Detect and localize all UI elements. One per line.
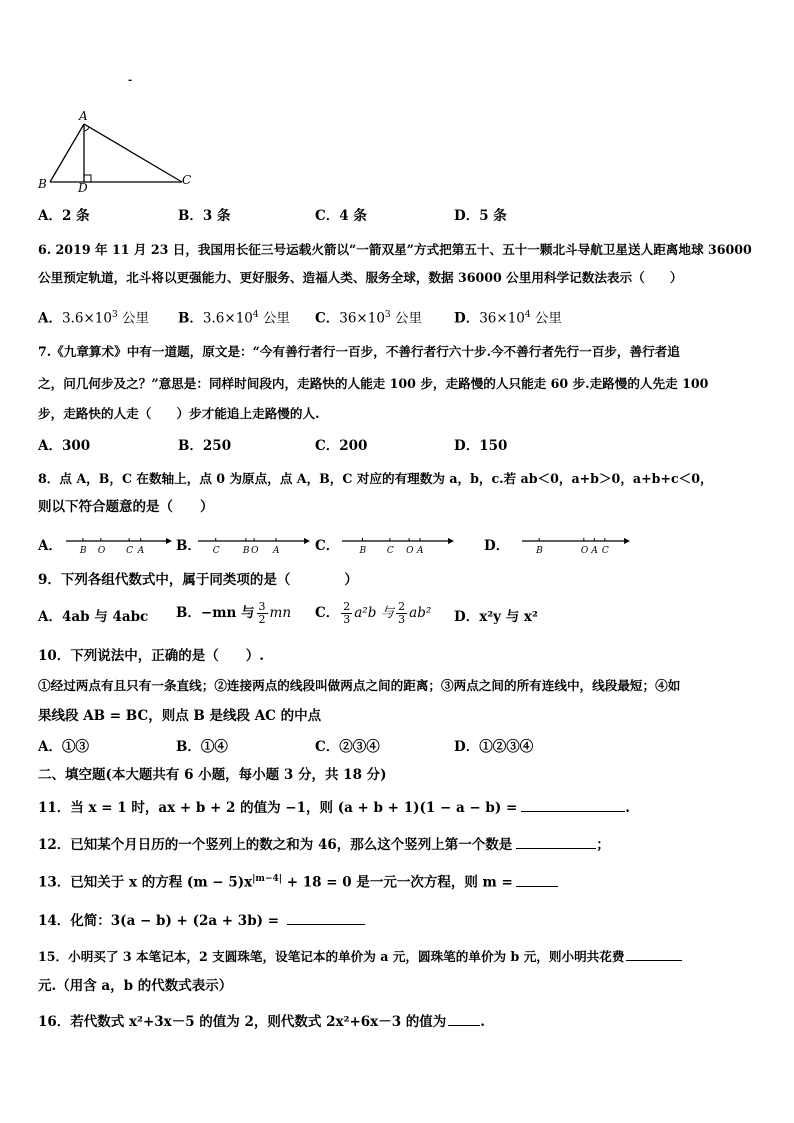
number-line-point-label: B xyxy=(536,546,543,556)
q16: 16．若代数式 x²+3x－5 的值为 2，则代数式 2x²+6x－3 的值为 . xyxy=(38,1011,485,1031)
q7-line2: 之，问几何步及之？”意思是：同样时间段内，走路快的人能走 100 步，走路慢的人只能走 60 步.走路慢的人先走 100 xyxy=(38,376,709,391)
q8-number-line-d xyxy=(520,534,632,558)
q10-line2: 果线段 AB = BC，则点 B 是线段 AC 的中点 xyxy=(38,708,322,724)
number-line-point-label: O xyxy=(406,546,414,556)
q8-number-line-c xyxy=(340,534,456,558)
q13: 13．已知关于 x 的方程 $(m - 5)x^{|m-4|} + 18 = 0$ 是一元一次方程，则 m = xyxy=(38,870,558,892)
q10-option-a: A．①③ xyxy=(38,739,89,755)
q6-line1: 6. 2019 年 11 月 23 日，我国用长征三号运载火箭以“一箭双星”方式把第五十、五十一颗北斗导航卫星送人距离地球 36000 xyxy=(38,242,752,257)
q15-line1: 15．小明买了 3 本笔记本，2 支圆珠笔，设笔记本的单价为 a 元，圆珠笔的单价为 b 元，则小明共花费 xyxy=(38,946,682,966)
q15-answer-blank[interactable] xyxy=(626,946,682,961)
q9-option-a: A．4ab 与 4abc xyxy=(38,609,149,625)
number-line-point-label: C xyxy=(601,546,609,556)
number-line-point-label: C xyxy=(126,546,134,556)
q10-line1: ①经过两点有且只有一条直线；②连接两点的线段叫做两点之间的距离；③两点之间的所有连线中，线段最短；④如 xyxy=(38,678,681,693)
q7-line3: 步，走路快的人走（ ）步才能追上走路慢的人. xyxy=(38,406,320,421)
q8-line1: 8．点 A，B，C 在数轴上，点 0 为原点，点 A，B，C 对应的有理数为 a，b，c.若 ab＜0，a+b＞0，a+b+c＜0， xyxy=(38,471,713,486)
q5-option-a: A．2 条 xyxy=(38,208,90,224)
number-line-point-label: A xyxy=(273,546,280,556)
q10-option-d: D．①②③④ xyxy=(454,739,534,755)
q6-option-a: A．$3.6\times 10^3$ 公里 xyxy=(38,310,149,327)
arrow-right-icon xyxy=(166,538,172,544)
vertex-label-b: B xyxy=(38,177,47,191)
q7-option-d: D．150 xyxy=(454,438,508,454)
q12-answer-blank[interactable] xyxy=(516,834,596,849)
q12: 12．已知某个月日历的一个竖列上的数之和为 46，那么这个竖列上第一个数是 ； xyxy=(38,834,610,854)
number-line-point-label: B xyxy=(79,546,87,556)
arrow-right-icon xyxy=(624,538,630,544)
q5-option-b: B．3 条 xyxy=(178,208,231,224)
q8-number-line-b xyxy=(196,534,312,558)
section-title-fill-in: 二、填空题(本大题共有 6 小题，每小题 3 分，共 18 分) xyxy=(38,767,387,783)
triangle-figure xyxy=(34,106,204,192)
arrow-right-icon xyxy=(448,538,454,544)
q9-option-b: B．−mn 与 $\frac{3}{2}$ mn xyxy=(176,600,292,626)
vertex-label-d: D xyxy=(78,181,88,192)
q8-line2: 则以下符合题意的是（ ） xyxy=(38,499,214,515)
q10-option-b: B．①④ xyxy=(176,739,228,755)
q16-answer-blank[interactable] xyxy=(448,1011,480,1026)
q6-option-d: D．$36\times 10^4$ 公里 xyxy=(454,310,562,327)
q9-stem: 9．下列各组代数式中，属于同类项的是（ ） xyxy=(38,572,358,588)
vertex-label-a: A xyxy=(79,109,88,123)
q8-option-a-letter: A． xyxy=(38,538,62,554)
q10-option-c: C．②③④ xyxy=(315,739,380,755)
number-line-point-label: A xyxy=(417,546,424,556)
q5-option-c: C．4 条 xyxy=(315,208,367,224)
vertex-label-c: C xyxy=(182,173,192,187)
q9-option-d: D．x²y 与 x² xyxy=(454,609,538,625)
q8-option-b-letter: B． xyxy=(176,538,201,554)
q14: 14．化简：3(a − b) + (2a + 3b) = xyxy=(38,910,365,930)
q7-option-b: B．250 xyxy=(178,438,232,454)
number-line-point-label: B xyxy=(242,546,250,556)
number-line-point-label: A xyxy=(591,546,598,556)
q14-answer-blank[interactable] xyxy=(287,910,365,925)
number-line-point-label: C xyxy=(212,546,220,556)
top-mark: - xyxy=(128,75,133,86)
q9-option-c: C． $\frac{2}{3}$ a²b 与 $\frac{2}{3}$ ab² xyxy=(315,600,432,626)
q10-stem: 10．下列说法中，正确的是（ ）. xyxy=(38,648,264,664)
q7-option-c: C．200 xyxy=(315,438,368,454)
q11: 11．当 x = 1 时，ax + b + 2 的值为 −1，则 (a + b + 1)(1 − a − b) = . xyxy=(38,797,630,817)
q6-line2: 公里预定轨道，北斗将以更强能力、更好服务、造福人类、服务全球，数据 36000 公里用科学记数法表示（ ） xyxy=(38,270,683,285)
q11-answer-blank[interactable] xyxy=(521,797,625,812)
number-line-point-label: O xyxy=(580,546,589,556)
q13-answer-blank[interactable] xyxy=(516,872,558,887)
q8-number-line-a xyxy=(64,534,174,558)
number-line-point-label: A xyxy=(137,546,145,556)
number-line-point-label: C xyxy=(386,546,394,556)
q5-option-d: D．5 条 xyxy=(454,208,507,224)
number-line-point-label: O xyxy=(97,546,106,556)
number-line-point-label: B xyxy=(359,546,367,556)
q7-option-a: A．300 xyxy=(38,438,91,454)
arrow-right-icon xyxy=(304,538,310,544)
q15-line2: 元.（用含 a，b 的代数式表示） xyxy=(38,978,233,994)
q6-option-c: C．$36\times 10^3$ 公里 xyxy=(315,310,422,327)
q7-line1: 7.《九章算术》中有一道题，原文是：“今有善行者行一百步，不善行者行六十步.今不善行者先行一百步，善行者追 xyxy=(38,344,680,359)
number-line-point-label: O xyxy=(251,546,259,556)
q6-option-b: B．$3.6\times 10^4$ 公里 xyxy=(178,310,290,327)
q8-option-d-letter: D． xyxy=(484,538,510,554)
q8-option-c-letter: C． xyxy=(315,538,340,554)
